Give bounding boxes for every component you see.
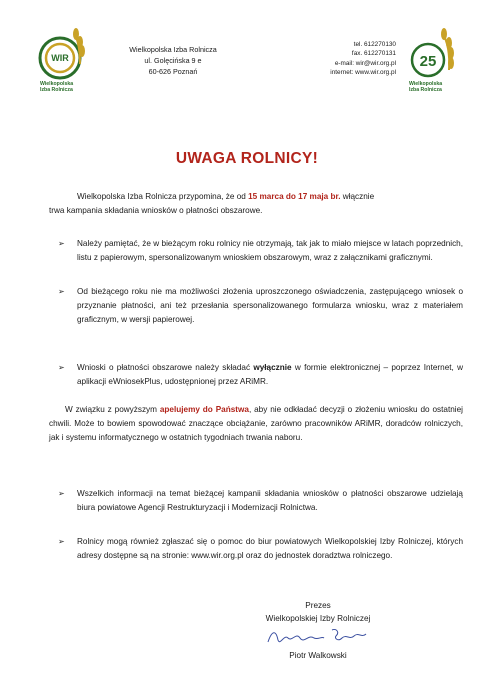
bullet-arrow-icon: ➢ — [58, 287, 65, 296]
bullet-arrow-icon: ➢ — [58, 489, 65, 498]
sender-address — [118, 44, 228, 77]
logo-right-caption-2: Izba Rolnicza — [409, 87, 442, 93]
intro-line-2: trwa kampania składania wniosków o płatności obszarowe. — [49, 206, 263, 215]
emphasis: wyłącznie — [253, 363, 292, 372]
intro-line-1: Wielkopolska Izba Rolnicza przypomina, że od 15 marca do 17 maja br. włącznie — [77, 192, 375, 201]
fax: fax. 612270131 — [351, 50, 396, 58]
appeal-paragraph: W związku z powyższym apelujemy do Państwa, aby nie odkładać decyzji o złożeniu wniosku do ostatniej chwili. Może to bowiem spowodować znaczące obciążanie, zarówno pracowników ARiMR, doradców rolniczych, jak i systemu informatycznego w ostatnich tygodniach trwania naboru. — [49, 405, 464, 442]
bullet-item: Rolnicy mogą również zgłaszać się o pomoc do biur powiatowych Wielkopolskiej Izby Rolniczej, których adresy dostępne są na stronie: www.wir.org.pl oraz do jednostek doradztwa rolniczego. — [77, 537, 463, 560]
email: e-mail: wir@wir.org.pl — [334, 59, 396, 67]
contact-block — [300, 40, 396, 77]
signature-org: Wielkopolskiej Izby Rolniczej — [265, 614, 371, 623]
date-range: 15 marca do 17 maja br. — [248, 192, 341, 201]
tel: tel. 612270130 — [353, 41, 396, 48]
bullet-item: Należy pamiętać, że w bieżącym roku rolnicy nie otrzymają, tak jak to miało miejsce w latach poprzednich, listu z papierowym, spersonalizowanym wnioskiem obszarowym, wraz z załącznikami graficznymi. — [77, 239, 463, 262]
logo-left-text: WIR — [51, 53, 69, 63]
logo-left-caption-1: Wielkopolska — [40, 81, 74, 87]
bullet-arrow-icon: ➢ — [58, 537, 65, 546]
handwritten-signature-icon — [262, 624, 372, 650]
city: 60-626 Poznań — [148, 67, 198, 76]
bullet-arrow-icon: ➢ — [58, 239, 65, 248]
signature-name: Piotr Walkowski — [289, 651, 347, 660]
bullet-item: Wnioski o płatności obszarowe należy składać wyłącznie w formie elektronicznej – poprzez Internet, w aplikacji eWniosekPlus, udostępnionej przez ARiMR. — [77, 363, 464, 386]
logo-left-caption-2: Izba Rolnicza — [40, 87, 73, 93]
bullet-arrow-icon: ➢ — [58, 363, 65, 372]
page-title: UWAGA ROLNICY! — [175, 150, 319, 167]
internet: internet: www.wir.org.pl — [330, 68, 396, 76]
bullet-item: Wszelkich informacji na temat bieżącej kampanii składania wniosków o płatności obszarowe udzielają biura powiatowe Agencji Restrukturyzacji i Modernizacji Rolnictwa. — [77, 489, 463, 512]
street: ul. Golęcińska 9 e — [144, 56, 202, 65]
org-name: Wielkopolska Izba Rolnicza — [129, 45, 217, 54]
appeal-emphasis: apelujemy do Państwa — [159, 405, 249, 414]
logo-right-caption-1: Wielkopolska — [409, 81, 443, 87]
bullet-item: Od bieżącego roku nie ma możliwości złożenia uproszczonego oświadczenia, zastępującego wniosek o przyznanie płatności, ani też przesłania spersonalizowanego formularza wniosku, wraz z materiałem graficznym, w wersji papierowej. — [77, 287, 463, 324]
signature-title: Prezes — [305, 601, 331, 610]
logo-right-text: 25 — [419, 53, 437, 70]
